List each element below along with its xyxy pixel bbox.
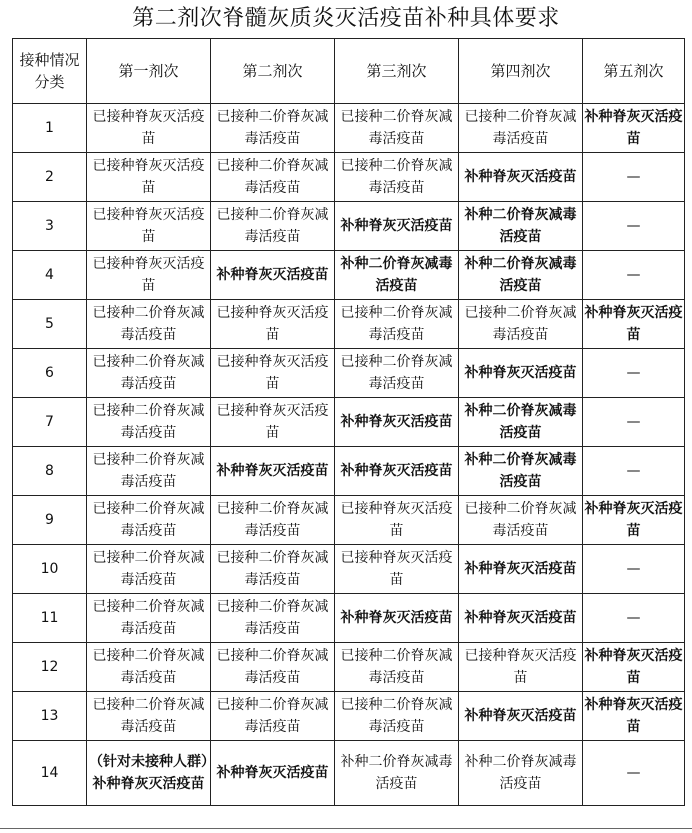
dose-5-cell: — xyxy=(583,349,685,398)
dose-2-cell: 已接种二价脊灰减毒活疫苗 xyxy=(211,643,335,692)
header-dose-3: 第三剂次 xyxy=(335,39,459,104)
dose-4-cell: 补种二价脊灰减毒活疫苗 xyxy=(459,251,583,300)
dose-4-cell: 补种二价脊灰减毒活疫苗 xyxy=(459,202,583,251)
dose-1-cell: 已接种二价脊灰减毒活疫苗 xyxy=(87,692,211,741)
row-number: 6 xyxy=(13,349,87,398)
page-divider xyxy=(0,828,692,829)
dose-3-cell: 已接种二价脊灰减毒活疫苗 xyxy=(335,153,459,202)
table-row xyxy=(13,496,685,545)
dose-1-cell: 已接种二价脊灰减毒活疫苗 xyxy=(87,545,211,594)
header-category: 接种情况分类 xyxy=(13,39,87,104)
dose-4-cell: 补种脊灰灭活疫苗 xyxy=(459,153,583,202)
table-row xyxy=(13,741,685,806)
dose-5-cell: 补种脊灰灭活疫苗 xyxy=(583,692,685,741)
dose-4-cell: 已接种脊灰灭活疫苗 xyxy=(459,643,583,692)
dose-1-cell: 已接种脊灰灭活疫苗 xyxy=(87,104,211,153)
dose-3-cell: 已接种脊灰灭活疫苗 xyxy=(335,545,459,594)
dose-4-cell: 补种脊灰灭活疫苗 xyxy=(459,594,583,643)
dose-5-cell: — xyxy=(583,202,685,251)
dose-3-cell: 已接种二价脊灰减毒活疫苗 xyxy=(335,643,459,692)
dose-3-cell: 已接种二价脊灰减毒活疫苗 xyxy=(335,692,459,741)
table-row xyxy=(13,594,685,643)
table-row xyxy=(13,692,685,741)
dose-1-cell: 已接种脊灰灭活疫苗 xyxy=(87,202,211,251)
table-row xyxy=(13,104,685,153)
table-row xyxy=(13,251,685,300)
dose-5-cell: — xyxy=(583,594,685,643)
page-title: 第二剂次脊髓灰质炎灭活疫苗补种具体要求 xyxy=(132,6,560,31)
row-number: 7 xyxy=(13,398,87,447)
dose-4-cell: 已接种二价脊灰减毒活疫苗 xyxy=(459,496,583,545)
dose-5-cell: — xyxy=(583,153,685,202)
dose-3-cell: 补种二价脊灰减毒活疫苗 xyxy=(335,741,459,806)
table-row xyxy=(13,300,685,349)
dose-1-cell: 已接种二价脊灰减毒活疫苗 xyxy=(87,300,211,349)
dose-4-cell: 已接种二价脊灰减毒活疫苗 xyxy=(459,104,583,153)
dose-2-cell: 已接种脊灰灭活疫苗 xyxy=(211,398,335,447)
dose-1-cell: 已接种二价脊灰减毒活疫苗 xyxy=(87,398,211,447)
dose-4-cell: 补种二价脊灰减毒活疫苗 xyxy=(459,741,583,806)
dose-1-cell: 已接种脊灰灭活疫苗 xyxy=(87,251,211,300)
dose-5-cell: 补种脊灰灭活疫苗 xyxy=(583,643,685,692)
header-dose-1: 第一剂次 xyxy=(87,39,211,104)
dose-5-cell: 补种脊灰灭活疫苗 xyxy=(583,300,685,349)
table-row xyxy=(13,545,685,594)
row-number: 3 xyxy=(13,202,87,251)
dose-2-cell: 已接种脊灰灭活疫苗 xyxy=(211,349,335,398)
table-header-row xyxy=(13,39,685,104)
dose-2-cell: 已接种二价脊灰减毒活疫苗 xyxy=(211,153,335,202)
dose-3-cell: 已接种二价脊灰减毒活疫苗 xyxy=(335,300,459,349)
dose-4-cell: 补种脊灰灭活疫苗 xyxy=(459,349,583,398)
dose-5-cell: — xyxy=(583,741,685,806)
dose-5-cell: — xyxy=(583,545,685,594)
dose-3-cell: 已接种脊灰灭活疫苗 xyxy=(335,496,459,545)
dose-4-cell: 补种脊灰灭活疫苗 xyxy=(459,692,583,741)
dose-2-cell: 已接种脊灰灭活疫苗 xyxy=(211,300,335,349)
table-row xyxy=(13,202,685,251)
dose-2-cell: 补种脊灰灭活疫苗 xyxy=(211,251,335,300)
row-number: 4 xyxy=(13,251,87,300)
dose-5-cell: — xyxy=(583,447,685,496)
row-number: 14 xyxy=(13,741,87,806)
dose-1-cell: （针对未接种人群）补种脊灰灭活疫苗 xyxy=(87,741,211,806)
dose-3-cell: 已接种二价脊灰减毒活疫苗 xyxy=(335,104,459,153)
table-row xyxy=(13,447,685,496)
row-number: 2 xyxy=(13,153,87,202)
dose-2-cell: 已接种二价脊灰减毒活疫苗 xyxy=(211,594,335,643)
dose-1-cell: 已接种二价脊灰减毒活疫苗 xyxy=(87,349,211,398)
row-number: 11 xyxy=(13,594,87,643)
dose-1-cell: 已接种二价脊灰减毒活疫苗 xyxy=(87,643,211,692)
dose-2-cell: 已接种二价脊灰减毒活疫苗 xyxy=(211,202,335,251)
dose-2-cell: 已接种二价脊灰减毒活疫苗 xyxy=(211,545,335,594)
row-number: 1 xyxy=(13,104,87,153)
dose-1-cell: 已接种脊灰灭活疫苗 xyxy=(87,153,211,202)
header-dose-5: 第五剂次 xyxy=(583,39,685,104)
dose-3-cell: 补种脊灰灭活疫苗 xyxy=(335,447,459,496)
dose-3-cell: 补种二价脊灰减毒活疫苗 xyxy=(335,251,459,300)
dose-4-cell: 补种二价脊灰减毒活疫苗 xyxy=(459,398,583,447)
dose-1-cell: 已接种二价脊灰减毒活疫苗 xyxy=(87,496,211,545)
dose-1-cell: 已接种二价脊灰减毒活疫苗 xyxy=(87,594,211,643)
dose-3-cell: 补种脊灰灭活疫苗 xyxy=(335,594,459,643)
row-number: 13 xyxy=(13,692,87,741)
row-number: 10 xyxy=(13,545,87,594)
table-row xyxy=(13,398,685,447)
dose-5-cell: — xyxy=(583,251,685,300)
table-row xyxy=(13,643,685,692)
dose-3-cell: 补种脊灰灭活疫苗 xyxy=(335,202,459,251)
dose-2-cell: 补种脊灰灭活疫苗 xyxy=(211,447,335,496)
dose-5-cell: 补种脊灰灭活疫苗 xyxy=(583,496,685,545)
dose-2-cell: 已接种二价脊灰减毒活疫苗 xyxy=(211,104,335,153)
dose-2-cell: 已接种二价脊灰减毒活疫苗 xyxy=(211,692,335,741)
dose-4-cell: 补种脊灰灭活疫苗 xyxy=(459,545,583,594)
row-number: 5 xyxy=(13,300,87,349)
vaccination-schedule-table xyxy=(12,38,685,806)
dose-4-cell: 补种二价脊灰减毒活疫苗 xyxy=(459,447,583,496)
row-number: 9 xyxy=(13,496,87,545)
header-dose-2: 第二剂次 xyxy=(211,39,335,104)
row-number: 12 xyxy=(13,643,87,692)
dose-3-cell: 已接种二价脊灰减毒活疫苗 xyxy=(335,349,459,398)
dose-5-cell: — xyxy=(583,398,685,447)
header-dose-4: 第四剂次 xyxy=(459,39,583,104)
row-number: 8 xyxy=(13,447,87,496)
dose-1-cell: 已接种二价脊灰减毒活疫苗 xyxy=(87,447,211,496)
dose-3-cell: 补种脊灰灭活疫苗 xyxy=(335,398,459,447)
dose-2-cell: 已接种二价脊灰减毒活疫苗 xyxy=(211,496,335,545)
dose-5-cell: 补种脊灰灭活疫苗 xyxy=(583,104,685,153)
table-row xyxy=(13,349,685,398)
dose-2-cell: 补种脊灰灭活疫苗 xyxy=(211,741,335,806)
dose-4-cell: 已接种二价脊灰减毒活疫苗 xyxy=(459,300,583,349)
table-row xyxy=(13,153,685,202)
